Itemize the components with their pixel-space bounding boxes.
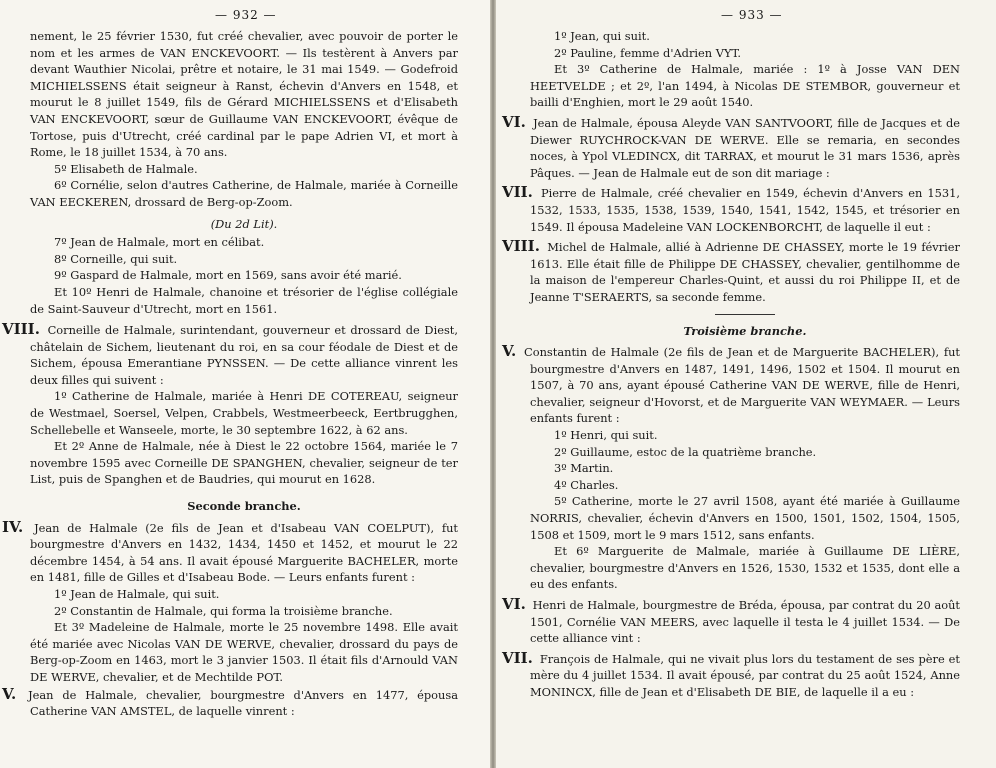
paragraph: Et 6º Marguerite de Malmale, mariée à Guillaume DE LIÈRE, chevalier, bourgmestre d'Anvers en 1526, 1530, 1532 et 1535, dont elle a eu des enfants. — [530, 544, 960, 592]
generation-number: VI. — [502, 595, 526, 613]
page-body — [2, 28, 459, 720]
paragraph: Corneille de Halmale, surintendant, gouverneur et drossard de Diest, châtelain de Sichem, lieutenant du roi, en sa cour féodale de Diest et de Sichem, épousa Emerantiane PYNSSEN. — De cette alliance vinrent les deux filles qui suivent : — [30, 323, 458, 387]
paragraph: 2º Pauline, femme d'Adrien VYT. — [554, 45, 742, 60]
divider — [715, 314, 775, 315]
right-page — [496, 0, 996, 768]
paragraph: 1º Catherine de Halmale, mariée à Henri DE COTEREAU, seigneur de Westmael, Soersel, Velpen, Crabbels, Westmeerbeeck, Eertbrugghen, Schellebelle et Wanseele, morte, le 30 septembre 1622, à 62 ans. — [30, 389, 458, 437]
section-subheading: (Du 2d Lit). — [210, 216, 278, 231]
paragraph: Et 2º Anne de Halmale, née à Diest le 22 octobre 1564, mariée le 7 novembre 1595 avec Corneille DE SPANGHEN, chevalier, seigneur de ter List, puis de Spanghen et de Baudries, qui mourut en 1628. — [30, 439, 458, 487]
paragraph: Henri de Halmale, bourgmestre de Bréda, épousa, par contrat du 20 août 1501, Cornélie VAN MEERS, avec laquelle il testa le 4 juillet 1534. — De cette alliance vint : — [530, 598, 961, 646]
branch-heading: Seconde branche. — [187, 499, 301, 514]
paragraph: Michel de Halmale, allié à Adrienne DE CHASSEY, morte le 19 février 1613. Elle était fille de Philippe DE CHASSEY, chevalier, gentilhomme de la maison de l'empereur Charles-Quint, et aussi du roi Philippe II, et de Jeanne T'SERAERTS, sa seconde femme. — [530, 240, 960, 304]
paragraph: Jean de Halmale (2e fils de Jean et d'Isabeau VAN COELPUT), fut bourgmestre d'Anvers en 1432, 1434, 1450 et 1452, et mourut le 22 décembre 1454, à 54 ans. Il avait épousé Marguerite BACHELER, morte en 1481, fille de Gilles et d'Isabeau Bode. — Leurs enfants furent : — [30, 520, 459, 585]
generation-number: VIII. — [2, 320, 40, 339]
page-body — [502, 28, 961, 701]
generation-number: VII. — [502, 183, 533, 202]
paragraph: Et 3º Catherine de Halmale, mariée : 1º à Josse VAN DEN HEETVELDE ; et 2º, l'an 1494, à Nicolas DE STEMBOR, gouverneur et bailli d'Enghien, mort le 29 août 1540. — [530, 62, 960, 110]
paragraph: 2º Constantin de Halmale, qui forma la troisième branche. — [54, 603, 393, 618]
generation-entry — [502, 595, 961, 647]
generation-number: VII. — [502, 648, 533, 667]
branch-heading: Troisième branche. — [683, 323, 807, 338]
paragraph: 6º Cornélie, selon d'autres Catherine, de Halmale, mariée à Corneille VAN EECKEREN, drossard de Berg-op-Zoom. — [30, 178, 458, 209]
paragraph: 1º Henri, qui suit. — [554, 428, 658, 443]
paragraph: Et 10º Henri de Halmale, chanoine et trésorier de l'église collégiale de Saint-Sauveur d'Utrecht, mort en 1561. — [30, 284, 458, 316]
page-number: — 933 — — [721, 8, 783, 22]
generation-entry — [502, 237, 960, 305]
paragraph: 5º Catherine, morte le 27 avril 1508, ayant été mariée à Guillaume NORRIS, chevalier, échevin d'Anvers en 1500, 1501, 1502, 1504, 1505, 1508 et 1509, mort le 9 mars 1512, sans enfants. — [530, 494, 960, 542]
paragraph: Jean de Halmale, chevalier, bourgmestre d'Anvers en 1477, épousa Catherine VAN AMSTEL, de laquelle vinrent : — [28, 687, 458, 719]
paragraph: 2º Guillaume, estoc de la quatrième branche. — [554, 444, 817, 459]
generation-entry — [502, 342, 960, 427]
paragraph: 7º Jean de Halmale, mort en célibat. — [54, 235, 265, 250]
paragraph: 8º Corneille, qui suit. — [54, 251, 178, 266]
generation-number: VIII. — [502, 237, 540, 256]
paragraph: Et 3º Madeleine de Halmale, morte le 25 novembre 1498. Elle avait été mariée avec Nicolas VAN DE WERVE, chevalier, drossard du pays de Berg-op-Zoom en 1463, mort le 3 janvier 1503. Il était fils d'Arnould VAN DE WERVE, chevalier, et de Mechtilde POT. — [30, 620, 458, 684]
generation-entry — [2, 517, 459, 586]
paragraph: 5º Elisabeth de Halmale. — [54, 161, 198, 176]
paragraph: François de Halmale, qui ne vivait plus lors du testament de ses père et mère du 4 juillet 1534. Il avait épousé, par contrat du 25 août 1524, Anne MONINCX, fille de Jean et d'Elisabeth DE BIE, de laquelle il a eu : — [530, 651, 960, 699]
paragraph: Pierre de Halmale, créé chevalier en 1549, échevin d'Anvers en 1531, 1532, 1533, 1535, 1538, 1539, 1540, 1541, 1542, 1545, et trésorier en 1549. Il épousa Madeleine VAN LOCKENBORCHT, de laquelle il eut : — [530, 186, 961, 234]
left-page — [0, 0, 490, 768]
paragraph: 9º Gaspard de Halmale, mort en 1569, sans avoir été marié. — [54, 268, 402, 283]
paragraph: Constantin de Halmale (2e fils de Jean et de Marguerite BACHELER), fut bourgmestre d'Anvers en 1487, 1491, 1496, 1502 et 1504. Il mourut en 1507, à 70 ans, ayant épousé Catherine VAN DE WERVE, fille de Henri, chevalier, seigneur d'Hovorst, et de Marguerite VAN WEYMAER. — Leurs enfants furent : — [524, 345, 960, 426]
generation-number: IV. — [2, 517, 24, 536]
generation-entry — [502, 183, 961, 235]
generation-entry — [2, 684, 458, 720]
paragraph: 3º Martin. — [554, 461, 614, 476]
paragraph: nement, le 25 février 1530, fut créé chevalier, avec pouvoir de porter le nom et les armes de VAN ENCKEVOORT. — Ils testèrent à Anvers par devant Wauthier Nicolai, prêtre et notaire, le 31 mai 1549. — Godefroid MICHIELSSENS était seigneur à Ranst, échevin d'Anvers en 1548, et mourut le 8 juillet 1549, fils de Gérard MICHIELSSENS et d'Elisabeth VAN ENCKEVOORT, sœur de Guillaume VAN ENCKEVOORT, évêque de Tortose, puis d'Utrecht, créé cardinal par le pape Adrien VI, et mort à Rome, le 18 juillet 1534, à 70 ans. — [30, 29, 458, 160]
generation-number: V. — [502, 342, 517, 361]
page-number: — 932 — — [215, 8, 277, 22]
paragraph: Jean de Halmale, épousa Aleyde VAN SANTVOORT, fille de Jacques et de Diewer RUYCHROCK-VAN DE WERVE. Elle se remaria, en secondes noces, à Ypol VLEDINCX, dit TARRAX, et mourut le 31 mars 1536, après Pâques. — Jean de Halmale eut de son dit mariage : — [530, 115, 960, 180]
generation-entry — [2, 320, 458, 388]
generation-entry — [502, 112, 960, 181]
generation-number: V. — [2, 684, 17, 703]
paragraph: 1º Jean, qui suit. — [554, 29, 650, 43]
paragraph: 1º Jean de Halmale, qui suit. — [54, 587, 220, 601]
generation-number: VI. — [502, 112, 526, 131]
generation-entry — [502, 648, 960, 701]
paragraph: 4º Charles. — [554, 477, 619, 492]
